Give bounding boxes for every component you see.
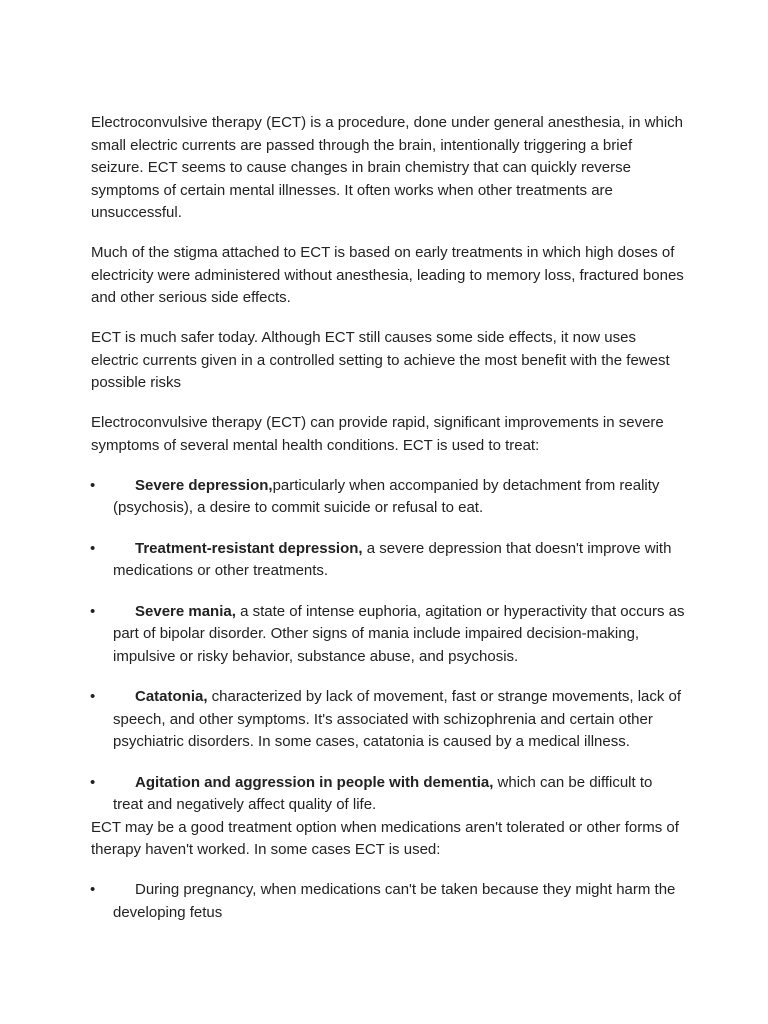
bullet-icon: • <box>90 602 96 620</box>
condition-term: Treatment-resistant depression, <box>135 539 363 557</box>
bullet-icon: • <box>90 688 96 705</box>
conditions-list <box>91 475 686 817</box>
condition-term: Severe mania, <box>135 602 236 620</box>
uses-list <box>91 879 686 924</box>
safety-paragraph: ECT is much safer today. Although ECT still causes some side effects, it now uses electric currents given in a controlled setting to achieve the most benefit with the fewest possible risks <box>91 329 670 391</box>
list-item <box>91 686 686 754</box>
condition-text: which can be difficult to treat and negatively affect quality of life. <box>113 773 653 813</box>
list-item <box>91 538 686 583</box>
treats-paragraph: Electroconvulsive therapy (ECT) can provide rapid, significant improvements in severe symptoms of several mental health conditions. ECT is used to treat: <box>91 414 664 454</box>
list-item <box>91 475 686 520</box>
condition-term: Severe depression, <box>135 476 273 494</box>
list-item <box>91 879 686 924</box>
condition-text: a severe depression that doesn't improve with medications or other treatments. <box>113 539 672 579</box>
use-text: During pregnancy, when medications can't be taken because they might harm the developing fetus <box>113 881 676 921</box>
condition-text: a state of intense euphoria, agitation or hyperactivity that occurs as part of bipolar disorder. Other signs of mania include impaired decision-making, impulsive or risky behavior, substance abuse, and psychosis. <box>113 602 685 665</box>
document-page <box>91 112 686 924</box>
condition-text: characterized by lack of movement, fast or strange movements, lack of speech, and other symptoms. It's associated with schizophrenia and certain other psychiatric disorders. In some cases, catatonia is caused by a medical illness. <box>113 688 682 750</box>
bullet-icon: • <box>90 773 96 791</box>
closing-paragraph: ECT may be a good treatment option when medications aren't tolerated or other forms of therapy haven't worked. In some cases ECT is used: <box>91 818 679 858</box>
condition-text: particularly when accompanied by detachment from reality (psychosis), a desire to commit suicide or refusal to eat. <box>113 476 660 516</box>
intro-paragraph: Electroconvulsive therapy (ECT) is a procedure, done under general anesthesia, in which small electric currents are passed through the brain, intentionally triggering a brief seizure. ECT seems to cause changes in brain chemistry that can quickly reverse symptoms of certain mental illnesses. It often works when other treatments are unsuccessful. <box>91 114 683 221</box>
stigma-paragraph: Much of the stigma attached to ECT is based on early treatments in which high doses of electricity were administered without anesthesia, leading to memory loss, fractured bones and other serious side effects. <box>91 244 684 306</box>
list-item <box>91 772 686 817</box>
list-item <box>91 601 686 669</box>
condition-term: Agitation and aggression in people with dementia, <box>135 773 494 791</box>
bullet-icon: • <box>90 539 96 557</box>
bullet-icon: • <box>90 476 96 494</box>
condition-term: Catatonia, <box>135 688 208 705</box>
bullet-icon: • <box>90 881 96 898</box>
